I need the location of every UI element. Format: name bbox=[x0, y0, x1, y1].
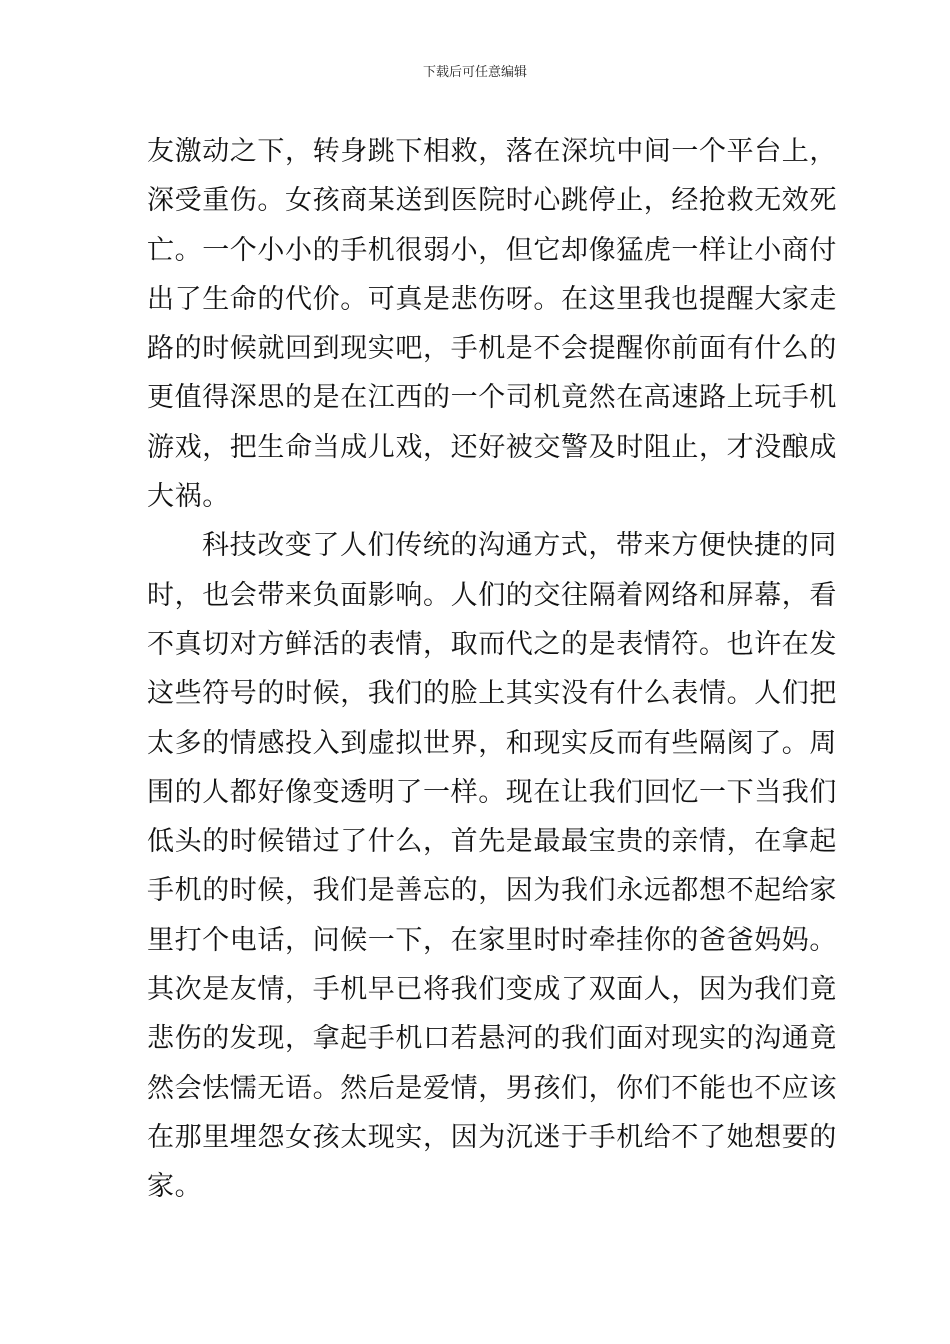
paragraph-1-line-8: 大祸。 bbox=[147, 481, 230, 513]
paragraph-1-line-7: 游戏，把生命当成儿戏，还好被交警及时阻止，才没酿成 bbox=[147, 431, 837, 463]
paragraph-2-line-12: 然会怯懦无语。然后是爱情，男孩们，你们不能也不应该 bbox=[147, 1072, 837, 1104]
paragraph-2-line-1: 科技改变了人们传统的沟通方式，带来方便快捷的同 bbox=[202, 530, 837, 562]
page-header: 下载后可任意编辑 bbox=[422, 65, 527, 80]
paragraph-2-line-14: 家。 bbox=[147, 1171, 203, 1203]
paragraph-2-line-9: 里打个电话，问候一下，在家里时时牵挂你的爸爸妈妈。 bbox=[147, 924, 837, 956]
paragraph-2-line-10: 其次是友情，手机早已将我们变成了双面人，因为我们竟 bbox=[147, 974, 837, 1006]
paragraph-1-line-3: 亡。一个小小的手机很弱小，但它却像猛虎一样让小商付 bbox=[147, 234, 837, 266]
paragraph-2-line-4: 这些符号的时候，我们的脸上其实没有什么表情。人们把 bbox=[147, 678, 837, 710]
paragraph-2-line-7: 低头的时候错过了什么，首先是最最宝贵的亲情，在拿起 bbox=[147, 826, 837, 858]
paragraph-1-line-2: 深受重伤。女孩商某送到医院时心跳停止，经抢救无效死 bbox=[147, 185, 837, 217]
paragraph-1-line-6: 更值得深思的是在江西的一个司机竟然在高速路上玩手机 bbox=[147, 382, 837, 414]
paragraph-2-line-13: 在那里埋怨女孩太现实，因为沉迷于手机给不了她想要的 bbox=[147, 1121, 837, 1153]
paragraph-2-line-11: 悲伤的发现，拿起手机口若悬河的我们面对现实的沟通竟 bbox=[147, 1023, 837, 1055]
paragraph-2-line-2: 时，也会带来负面影响。人们的交往隔着网络和屏幕，看 bbox=[147, 579, 837, 611]
paragraph-2-line-3: 不真切对方鲜活的表情，取而代之的是表情符。也许在发 bbox=[147, 628, 837, 660]
paragraph-2-line-5: 太多的情感投入到虚拟世界，和现实反而有些隔阂了。周 bbox=[147, 727, 837, 759]
paragraph-2-line-6: 围的人都好像变透明了一样。现在让我们回忆一下当我们 bbox=[147, 776, 837, 808]
paragraph-1-line-5: 路的时候就回到现实吧，手机是不会提醒你前面有什么的 bbox=[147, 333, 837, 365]
body-text bbox=[147, 127, 837, 1212]
paragraph-1-line-1: 友激动之下，转身跳下相救，落在深坑中间一个平台上， bbox=[147, 136, 837, 167]
paragraph-2-line-8: 手机的时候，我们是善忘的，因为我们永远都想不起给家 bbox=[147, 875, 837, 907]
paragraph-1-line-4: 出了生命的代价。可真是悲伤呀。在这里我也提醒大家走 bbox=[147, 283, 837, 315]
